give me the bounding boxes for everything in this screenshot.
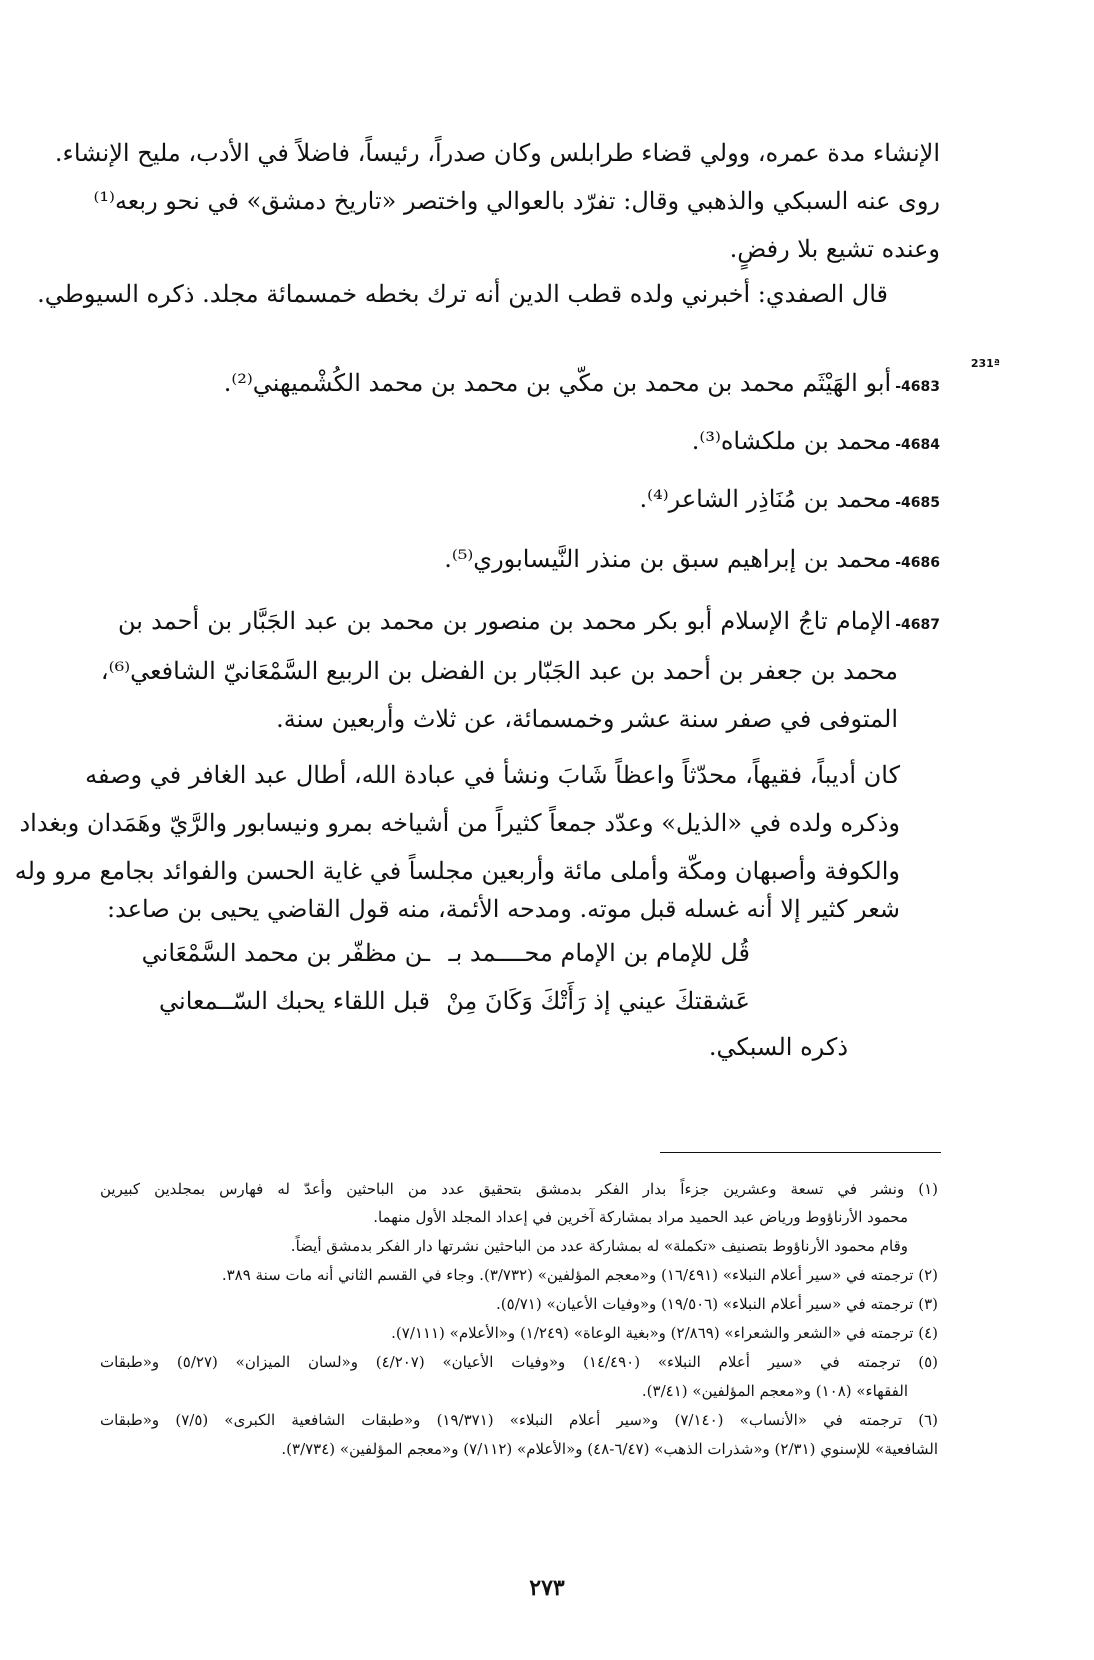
entry-number: 4686-: [895, 555, 940, 571]
footnote-3: (٣) ترجمته في «سير أعلام النبلاء» (١٩/٥٠٦) و«وفيات الأعيان» (٥/٧١).: [496, 1295, 938, 1313]
intro-line-2: روى عنه السبكي والذهبي وقال: تفرّد بالعوالي واختصر «تاريخ دمشق» في نحو ربعه⁽¹⁾: [93, 187, 940, 215]
footnote-1-line-2: محمود الأرناؤوط ورياض عبد الحميد مراد بمشاركة آخرين في إعداد المجلد الأول منهما.: [373, 1208, 908, 1226]
footnote-6-line-1: (٦) ترجمته في «الأنساب» (٧/١٤٠) و«سير أعلام النبلاء» (١٩/٣٧١) و«طبقات الشافعية الكبرى» (٧/٥) و«طبقات: [100, 1411, 938, 1429]
verse-2-second-hemistich: قبل اللقاء يحبك السّــمعاني: [159, 987, 430, 1015]
entry-4685: [500, 482, 940, 520]
footnote-6-line-2: الشافعية» للإسنوي (٢/٣١) و«شذرات الذهب» (٦/٤٧-٤٨) و«الأعلام» (٧/١١٢) و«معجم المؤلفين» (٣/٧٣٤).: [281, 1440, 938, 1458]
entry-4683: [223, 366, 940, 404]
verse-1-first-hemistich: قُل للإمام بن الإمام محــــمد بـ: [448, 939, 750, 967]
footnote-1-line-1: (١) ونشر في تسعة وعشرين جزءاً بدار الفكر بدمشق بتحقيق عدد من الباحثين وأعدّ له فهارس بمجلدين كبيرين: [100, 1180, 938, 1198]
manuscript-folio-marker: 231ª: [970, 357, 1000, 370]
entry-4687-line-2: محمد بن جعفر بن أحمد بن عبد الجَبّار بن الفضل بن الربيع السَّمْعَانيّ الشافعي⁽⁶⁾،: [100, 657, 898, 685]
intro-line-3: وعنده تشيع بلا رفضٍ.: [729, 235, 940, 263]
intro-line-4: قال الصفدي: أخبرني ولده قطب الدين أنه ترك بخطه خمسمائة مجلد. ذكره السيوطي.: [37, 280, 888, 308]
footnote-5-line-2: الفقهاء» (١٠٨) و«معجم المؤلفين» (٣/٤١).: [641, 1382, 908, 1400]
body-line-3: والكوفة وأصبهان ومكّة وأملى مائة وأربعين مجلساً في غاية الحسن والفوائد بجامع مرو وله: [14, 857, 900, 885]
body-line-4: شعر كثير إلا أنه غسله قبل موته. ومدحه الأئمة، منه قول القاضي يحيى بن صاعد:: [107, 895, 900, 923]
entry-number: 4684-: [895, 437, 940, 453]
entry-4684: [500, 424, 940, 462]
body-line-1: كان أديباً، فقيهاً، محدّثاً واعظاً شَابَ ونشأ في عبادة الله، أطال عبد الغافر في وصفه: [85, 761, 900, 789]
entry-text: محمد بن ملكشاه⁽³⁾.: [691, 427, 892, 455]
entry-text: محمد بن إبراهيم سبق بن منذر النَّيسابوري⁽⁵⁾.: [444, 545, 892, 573]
entry-4687-line-1: [118, 604, 940, 642]
closing-line: ذكره السبكي.: [708, 1033, 848, 1061]
intro-line-1: الإنشاء مدة عمره، وولي قضاء طرابلس وكان صدراً، رئيساً، فاضلاً في الأدب، مليح الإنشاء.: [54, 139, 940, 167]
footnote-5-line-1: (٥) ترجمته في «سير أعلام النبلاء» (١٤/٤٩٠) و«وفيات الأعيان» (٤/٢٠٧) و«لسان الميزان» (٥/٢٧) و«طبقات: [100, 1353, 938, 1371]
entry-text: أبو الهَيْثَم محمد بن محمد بن مكّي بن محمد بن محمد الكُشْميهني⁽²⁾.: [223, 369, 892, 397]
footnote-1-line-3: وقام محمود الأرناؤوط بتصنيف «تكملة» له بمشاركة عدد من الباحثين نشرتها دار الفكر بدمشق أيضاً.: [290, 1237, 908, 1255]
footnote-separator: [660, 1152, 941, 1153]
footnote-2: (٢) ترجمته في «سير أعلام النبلاء» (١٦/٤٩١) و«معجم المؤلفين» (٣/٧٣٢). وجاء في القسم الثاني أنه مات سنة ٣٨٩.: [221, 1266, 938, 1284]
entry-number: 4685-: [895, 495, 940, 511]
verse-2-first-hemistich: عَشقتكَ عيني إذ رَأَتْكَ وَكَانَ مِنْ: [446, 987, 750, 1015]
entry-4686: [400, 542, 940, 580]
entry-number: 4687-: [895, 617, 940, 633]
page-number: ٢٧٣: [529, 1575, 565, 1601]
body-line-2: وذكره ولده في «الذيل» وعدّد جمعاً كثيراً من أشياخه بمرو ونيسابور والرَّيّ وهَمَدان وبغداد: [19, 809, 900, 837]
verse-1-second-hemistich: ـن مظفّر بن محمد السَّمْعَاني: [141, 939, 430, 967]
entry-number: 4683-: [895, 379, 940, 395]
entry-text: الإمام تاجُ الإسلام أبو بكر محمد بن منصور بن محمد بن عبد الجَبَّار بن أحمد بن: [118, 607, 892, 635]
entry-4687-line-3: المتوفى في صفر سنة عشر وخمسمائة، عن ثلاث وأربعين سنة.: [276, 705, 898, 733]
entry-text: محمد بن مُنَاذِر الشاعر⁽⁴⁾.: [639, 485, 892, 513]
footnote-4: (٤) ترجمته في «الشعر والشعراء» (٢/٨٦٩) و«بغية الوعاة» (١/٢٤٩) و«الأعلام» (٧/١١١).: [391, 1324, 938, 1342]
